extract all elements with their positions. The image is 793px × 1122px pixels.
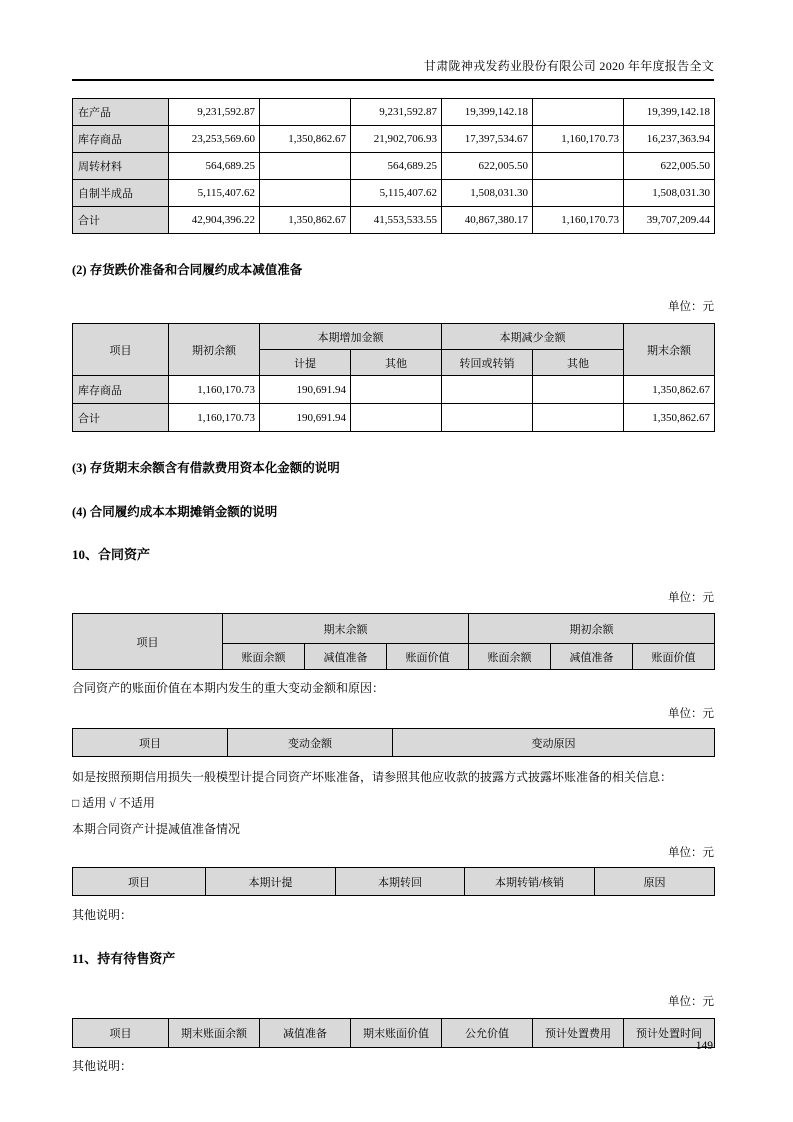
column-header: 期末账面价值 bbox=[351, 1019, 442, 1048]
table-cell: 1,350,862.67 bbox=[624, 376, 715, 404]
table-cell: 622,005.50 bbox=[624, 153, 715, 180]
column-header: 本期转回 bbox=[336, 868, 465, 896]
column-header: 账面价值 bbox=[633, 644, 715, 670]
column-group-header: 本期减少金额 bbox=[442, 324, 624, 350]
column-header: 预计处置费用 bbox=[533, 1019, 624, 1048]
table-cell bbox=[533, 99, 624, 126]
section-heading-4: (4) 合同履约成本本期摊销金额的说明 bbox=[72, 505, 278, 519]
column-header: 本期转销/核销 bbox=[465, 868, 595, 896]
unit-label: 单位：元 bbox=[668, 592, 714, 604]
inventory-table bbox=[72, 98, 715, 234]
column-header: 项目 bbox=[73, 614, 223, 670]
table-cell bbox=[533, 153, 624, 180]
table-cell: 1,508,031.30 bbox=[624, 180, 715, 207]
page-number: 149 bbox=[695, 1040, 713, 1052]
column-header: 原因 bbox=[595, 868, 715, 896]
table-row-total bbox=[73, 207, 715, 234]
row-label: 合计 bbox=[73, 404, 169, 432]
table-cell: 622,005.50 bbox=[442, 153, 533, 180]
column-header: 项目 bbox=[73, 729, 228, 757]
table-row bbox=[73, 180, 715, 207]
applicable-line bbox=[72, 794, 714, 811]
column-header: 减值准备 bbox=[305, 644, 387, 670]
table-cell: 41,553,533.55 bbox=[351, 207, 442, 234]
table-cell: 1,160,170.73 bbox=[533, 207, 624, 234]
table-row bbox=[73, 126, 715, 153]
table-row bbox=[73, 99, 715, 126]
table-cell: 9,231,592.87 bbox=[351, 99, 442, 126]
column-header: 项目 bbox=[73, 324, 169, 376]
ecl-note: 如是按照预期信用损失一般模型计提合同资产坏账准备，请参照其他应收款的披露方式披露坏账准备的相关信息： bbox=[72, 770, 673, 784]
column-header: 其他 bbox=[351, 350, 442, 376]
table-cell: 9,231,592.87 bbox=[169, 99, 260, 126]
table-cell: 19,399,142.18 bbox=[442, 99, 533, 126]
table-cell: 40,867,380.17 bbox=[442, 207, 533, 234]
row-label: 库存商品 bbox=[73, 126, 169, 153]
table-cell: 190,691.94 bbox=[260, 376, 351, 404]
report-header-title: 甘肃陇神戎发药业股份有限公司 2020 年年度报告全文 bbox=[72, 57, 714, 81]
table-row bbox=[73, 376, 715, 404]
table-header-row bbox=[73, 1019, 715, 1048]
table-cell: 564,689.25 bbox=[169, 153, 260, 180]
table-cell: 1,160,170.73 bbox=[169, 376, 260, 404]
table-cell: 564,689.25 bbox=[351, 153, 442, 180]
table-row bbox=[73, 153, 715, 180]
column-header: 项目 bbox=[73, 868, 206, 896]
row-label: 自制半成品 bbox=[73, 180, 169, 207]
table-cell: 1,350,862.67 bbox=[260, 207, 351, 234]
column-header: 期初余额 bbox=[169, 324, 260, 376]
table-cell: 1,350,862.67 bbox=[624, 404, 715, 432]
column-header: 减值准备 bbox=[260, 1019, 351, 1048]
column-header: 变动金额 bbox=[228, 729, 393, 757]
table-cell: 23,253,569.60 bbox=[169, 126, 260, 153]
section-heading-3: (3) 存货期末余额含有借款费用资本化金额的说明 bbox=[72, 461, 340, 475]
column-header: 账面余额 bbox=[223, 644, 305, 670]
column-header: 账面价值 bbox=[387, 644, 469, 670]
table-cell: 16,237,363.94 bbox=[624, 126, 715, 153]
table-cell bbox=[351, 404, 442, 432]
applicable-label: 适用 bbox=[82, 796, 107, 810]
section-heading-2: (2) 存货跌价准备和合同履约成本减值准备 bbox=[72, 263, 303, 277]
check-mark-icon: √ bbox=[109, 796, 116, 810]
table-cell: 17,397,534.67 bbox=[442, 126, 533, 153]
checkbox-unchecked-icon: □ bbox=[72, 796, 80, 810]
table-cell: 1,160,170.73 bbox=[533, 126, 624, 153]
table-cell: 190,691.94 bbox=[260, 404, 351, 432]
table-cell bbox=[260, 153, 351, 180]
table-cell bbox=[533, 180, 624, 207]
row-label: 周转材料 bbox=[73, 153, 169, 180]
column-header: 计提 bbox=[260, 350, 351, 376]
table-cell: 1,508,031.30 bbox=[442, 180, 533, 207]
table-cell bbox=[260, 180, 351, 207]
other-note: 其他说明： bbox=[72, 908, 133, 922]
provision-note: 本期合同资产计提减值准备情况 bbox=[72, 822, 241, 836]
column-header: 变动原因 bbox=[393, 729, 715, 757]
unit-label: 单位：元 bbox=[668, 996, 714, 1008]
held-for-sale-table bbox=[72, 1018, 715, 1048]
unit-label: 单位：元 bbox=[668, 708, 714, 720]
table-cell: 39,707,209.44 bbox=[624, 207, 715, 234]
not-applicable-label: 不适用 bbox=[118, 796, 155, 810]
table-cell bbox=[533, 376, 624, 404]
change-table bbox=[72, 728, 715, 757]
table-header-row bbox=[73, 868, 715, 896]
contract-asset-change-note: 合同资产的账面价值在本期内发生的重大变动金额和原因： bbox=[72, 681, 385, 695]
section-heading-10: 10、合同资产 bbox=[72, 547, 151, 562]
table-cell: 21,902,706.93 bbox=[351, 126, 442, 153]
table-cell bbox=[533, 404, 624, 432]
row-label: 合计 bbox=[73, 207, 169, 234]
column-header: 转回或转销 bbox=[442, 350, 533, 376]
table-header-row bbox=[73, 324, 715, 350]
table-cell: 5,115,407.62 bbox=[169, 180, 260, 207]
other-note: 其他说明： bbox=[72, 1059, 133, 1073]
table-cell: 42,904,396.22 bbox=[169, 207, 260, 234]
column-header: 期末账面余额 bbox=[169, 1019, 260, 1048]
table-cell: 1,350,862.67 bbox=[260, 126, 351, 153]
unit-label: 单位：元 bbox=[668, 847, 714, 859]
provision-table bbox=[72, 867, 715, 896]
table-cell: 1,160,170.73 bbox=[169, 404, 260, 432]
column-header: 其他 bbox=[533, 350, 624, 376]
section-heading-11: 11、持有待售资产 bbox=[72, 951, 176, 966]
impairment-table bbox=[72, 323, 715, 432]
column-header: 期末余额 bbox=[624, 324, 715, 376]
contract-asset-table bbox=[72, 613, 715, 670]
column-header: 本期计提 bbox=[206, 868, 336, 896]
column-group-header: 期末余额 bbox=[223, 614, 469, 644]
column-header: 项目 bbox=[73, 1019, 169, 1048]
column-header: 预计处置时间 bbox=[624, 1019, 715, 1048]
row-label: 库存商品 bbox=[73, 376, 169, 404]
table-cell: 5,115,407.62 bbox=[351, 180, 442, 207]
column-header: 公允价值 bbox=[442, 1019, 533, 1048]
column-header: 账面余额 bbox=[469, 644, 551, 670]
row-label: 在产品 bbox=[73, 99, 169, 126]
column-group-header: 本期增加金额 bbox=[260, 324, 442, 350]
table-header-row bbox=[73, 614, 715, 644]
table-header-row bbox=[73, 729, 715, 757]
table-cell bbox=[351, 376, 442, 404]
table-cell bbox=[260, 99, 351, 126]
table-cell bbox=[442, 376, 533, 404]
table-row-total bbox=[73, 404, 715, 432]
table-cell bbox=[442, 404, 533, 432]
column-group-header: 期初余额 bbox=[469, 614, 715, 644]
column-header: 减值准备 bbox=[551, 644, 633, 670]
table-cell: 19,399,142.18 bbox=[624, 99, 715, 126]
unit-label: 单位：元 bbox=[668, 301, 714, 313]
